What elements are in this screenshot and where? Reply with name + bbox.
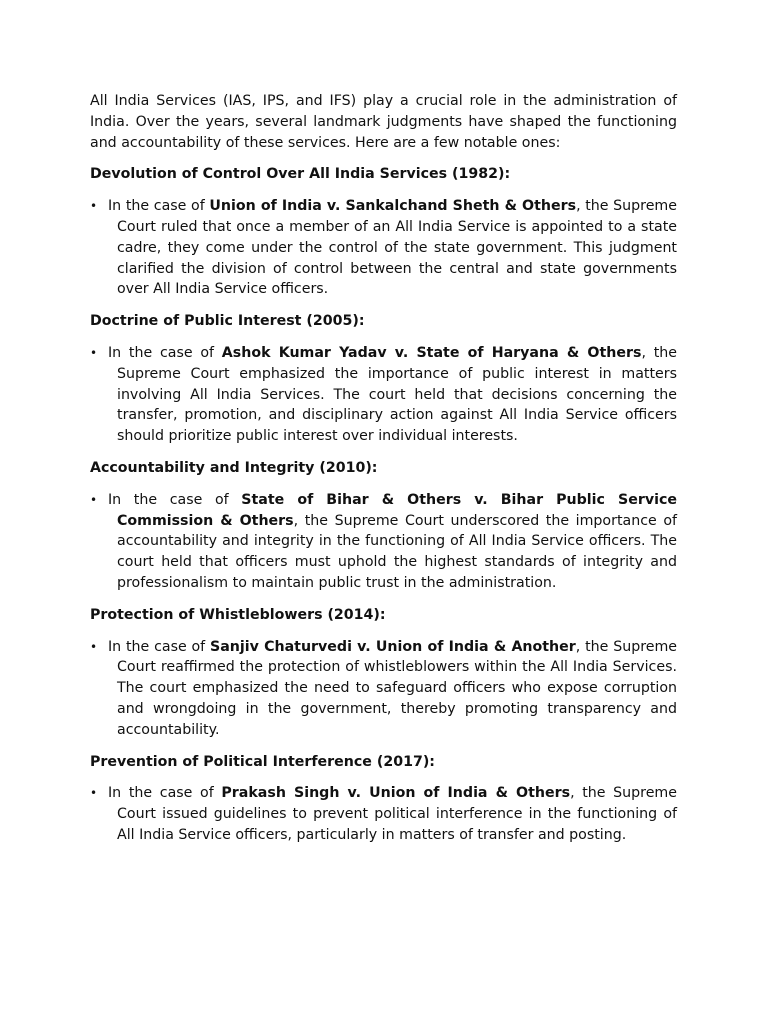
section-heading: Doctrine of Public Interest (2005):	[90, 313, 365, 330]
bullet-icon: •	[90, 199, 98, 214]
intro-paragraph: All India Services (IAS, IPS, and IFS) play a crucial role in the administration of India. Over the years, several landmark judgments have shaped the functioning and accountability of these services. Here are a few notable ones:	[90, 93, 677, 151]
case-name: State of Bihar & Others v. Bihar Public Service Commission & Others	[117, 491, 677, 529]
section-heading: Prevention of Political Interference (2017):	[90, 753, 435, 770]
list-item	[90, 637, 677, 741]
section-heading: Accountability and Integrity (2010):	[90, 459, 378, 476]
case-description: , the Supreme Court ruled that once a member of an All India Service is appointed to a state cadre, they come under the control of the state government. This judgment clarified the division of control between the central and state governments over All India Service officers.	[117, 198, 677, 298]
list-item	[90, 490, 677, 594]
case-description: , the Supreme Court issued guidelines to prevent political interference in the functioning of All India Service officers, particularly in matters of transfer and posting.	[117, 785, 677, 843]
case-description: , the Supreme Court reaffirmed the protection of whistleblowers within the All India Services. The court emphasized the need to safeguard officers who expose corruption and wrongdoing in the government, thereby promoting transparency and accountability.	[117, 638, 677, 738]
case-lead-text: In the case of	[108, 344, 222, 361]
case-name: Sanjiv Chaturvedi v. Union of India & Another	[209, 638, 576, 655]
section-heading: Protection of Whistleblowers (2014):	[90, 606, 386, 623]
case-lead-text: In the case of	[108, 198, 210, 215]
bullet-icon: •	[90, 492, 98, 507]
case-description: , the Supreme Court emphasized the importance of public interest in matters involving All India Services. The court held that decisions concerning the transfer, promotion, and disciplinary action against All India Service officers should prioritize public interest over individual interests.	[117, 344, 677, 445]
list-item	[90, 783, 677, 845]
bullet-list	[90, 490, 677, 594]
case-description: , the Supreme Court underscored the importance of accountability and integrity in the functioning of All India Service officers. The court held that officers must uphold the highest standards of integrity and professionalism to maintain public trust in the administration.	[117, 512, 677, 591]
case-lead-text: In the case of	[108, 491, 242, 508]
document-page	[90, 91, 677, 857]
bullet-list	[90, 343, 677, 447]
list-item	[90, 343, 677, 447]
case-name: Union of India v. Sankalchand Sheth & Others	[209, 198, 577, 215]
bullet-icon: •	[90, 786, 98, 801]
section-heading: Devolution of Control Over All India Services (1982):	[90, 166, 511, 183]
case-lead-text: In the case of	[108, 638, 210, 655]
bullet-list	[90, 783, 677, 845]
bullet-list	[90, 196, 677, 300]
bullet-icon: •	[90, 639, 98, 654]
case-name: Prakash Singh v. Union of India & Others	[221, 785, 571, 802]
bullet-icon: •	[90, 345, 98, 360]
case-lead-text: In the case of	[108, 785, 222, 802]
case-name: Ashok Kumar Yadav v. State of Haryana & Others	[221, 344, 642, 361]
list-item	[90, 196, 677, 300]
bullet-list	[90, 637, 677, 741]
